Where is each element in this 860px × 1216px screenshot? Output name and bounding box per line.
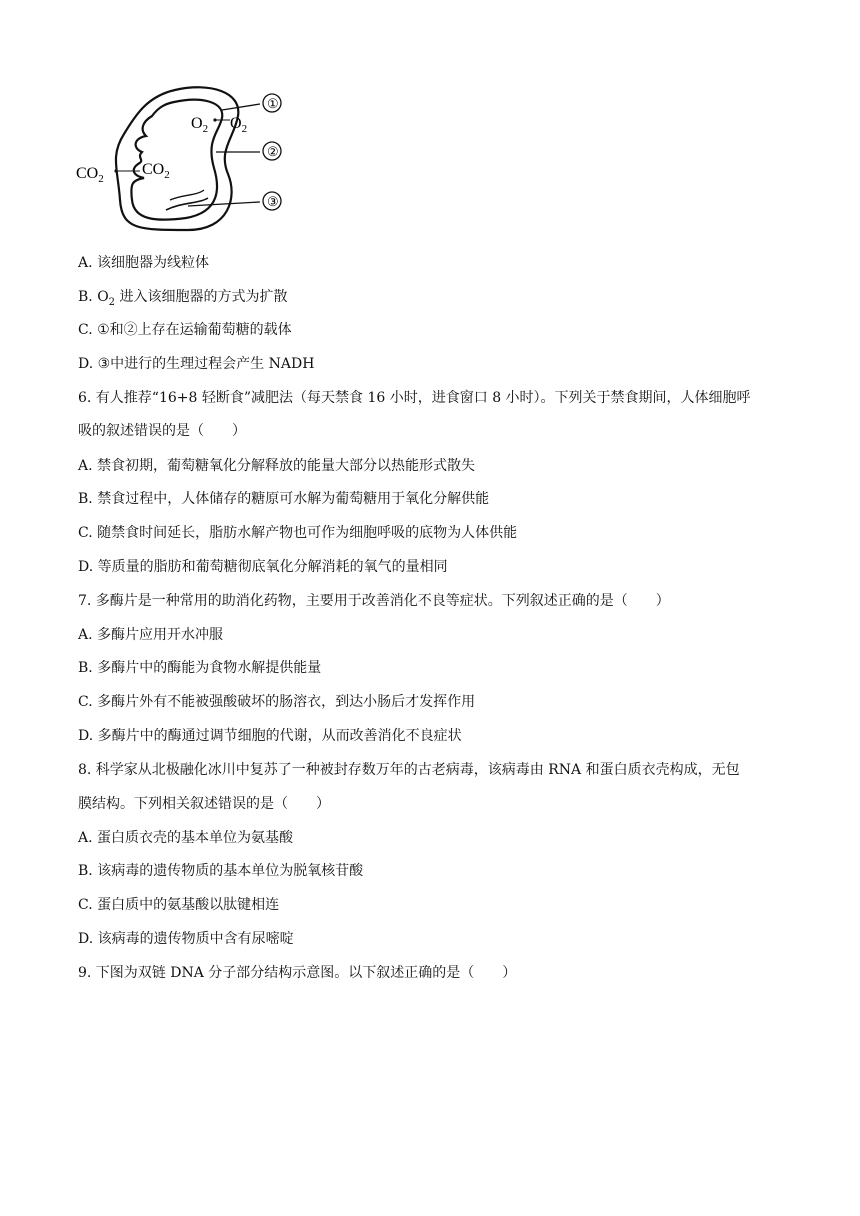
q5-option-d: D. ③中进行的生理过程会产生 NADH [78, 356, 315, 372]
callout-3: ③ [267, 194, 279, 209]
inner-membrane [131, 100, 222, 220]
q8-option-d: D. 该病毒的遗传物质中含有尿嘧啶 [78, 931, 294, 947]
co2-inner-label: $CO_2$ [142, 161, 170, 181]
co2-outer-label: $CO_2$ [76, 165, 104, 185]
q6-option-d: D. 等质量的脂肪和葡萄糖彻底氧化分解消耗的氧气的量相同 [78, 559, 448, 575]
q8-option-c: C. 蛋白质中的氨基酸以肽键相连 [78, 897, 280, 913]
q7-option-c: C. 多酶片外有不能被强酸破坏的肠溶衣，到达小肠后才发挥作用 [78, 694, 476, 710]
callout-2: ② [267, 144, 279, 159]
q6-option-c: C. 随禁食时间延长，脂肪水解产物也可作为细胞呼吸的底物为人体供能 [78, 525, 518, 541]
q8-option-a: A. 蛋白质衣壳的基本单位为氨基酸 [78, 830, 294, 846]
q7-option-d: D. 多酶片中的酶通过调节细胞的代谢，从而改善消化不良症状 [78, 728, 462, 744]
q8-stem-line2: 膜结构。下列相关叙述错误的是（ ） [78, 796, 330, 812]
q7-stem: 7. 多酶片是一种常用的助消化药物，主要用于改善消化不良等症状。下列叙述正确的是（ ） [78, 593, 670, 609]
mitochondrion-diagram [70, 80, 300, 240]
q7-option-a: A. 多酶片应用开水冲服 [78, 627, 224, 643]
callout-1: ① [267, 96, 279, 111]
q8-option-b: B. 该病毒的遗传物质的基本单位为脱氧核苷酸 [78, 863, 364, 879]
o2-outer-label: $O_2$ [230, 115, 248, 135]
o2-inner-label: $O_2$ [191, 115, 209, 135]
q7-option-b: B. 多酶片中的酶能为食物水解提供能量 [78, 660, 322, 676]
q6-stem-line2: 吸的叙述错误的是（ ） [78, 423, 246, 439]
q6-stem-line1: 6. 有人推荐“16+8 轻断食”减肥法（每天禁食 16 小时，进食窗口 8 小时）。下列关于禁食期间，人体细胞呼 [78, 390, 751, 406]
q5-option-b: B. $O_2$ 进入该细胞器的方式为扩散 [78, 289, 288, 308]
q5-option-c: C. ①和②上存在运输葡萄糖的载体 [78, 322, 292, 338]
q8-stem-line1: 8. 科学家从北极融化冰川中复苏了一种被封存数万年的古老病毒，该病毒由 RNA 和蛋白质衣壳构成，无包 [78, 762, 740, 778]
q6-option-a: A. 禁食初期，葡萄糖氧化分解释放的能量大部分以热能形式散失 [78, 458, 476, 474]
q5-option-a: A. 该细胞器为线粒体 [78, 255, 210, 271]
q9-stem: 9. 下图为双链 DNA 分子部分结构示意图。以下叙述正确的是（ ） [78, 965, 517, 981]
q6-option-b: B. 禁食过程中，人体储存的糖原可水解为葡萄糖用于氧化分解供能 [78, 491, 490, 507]
